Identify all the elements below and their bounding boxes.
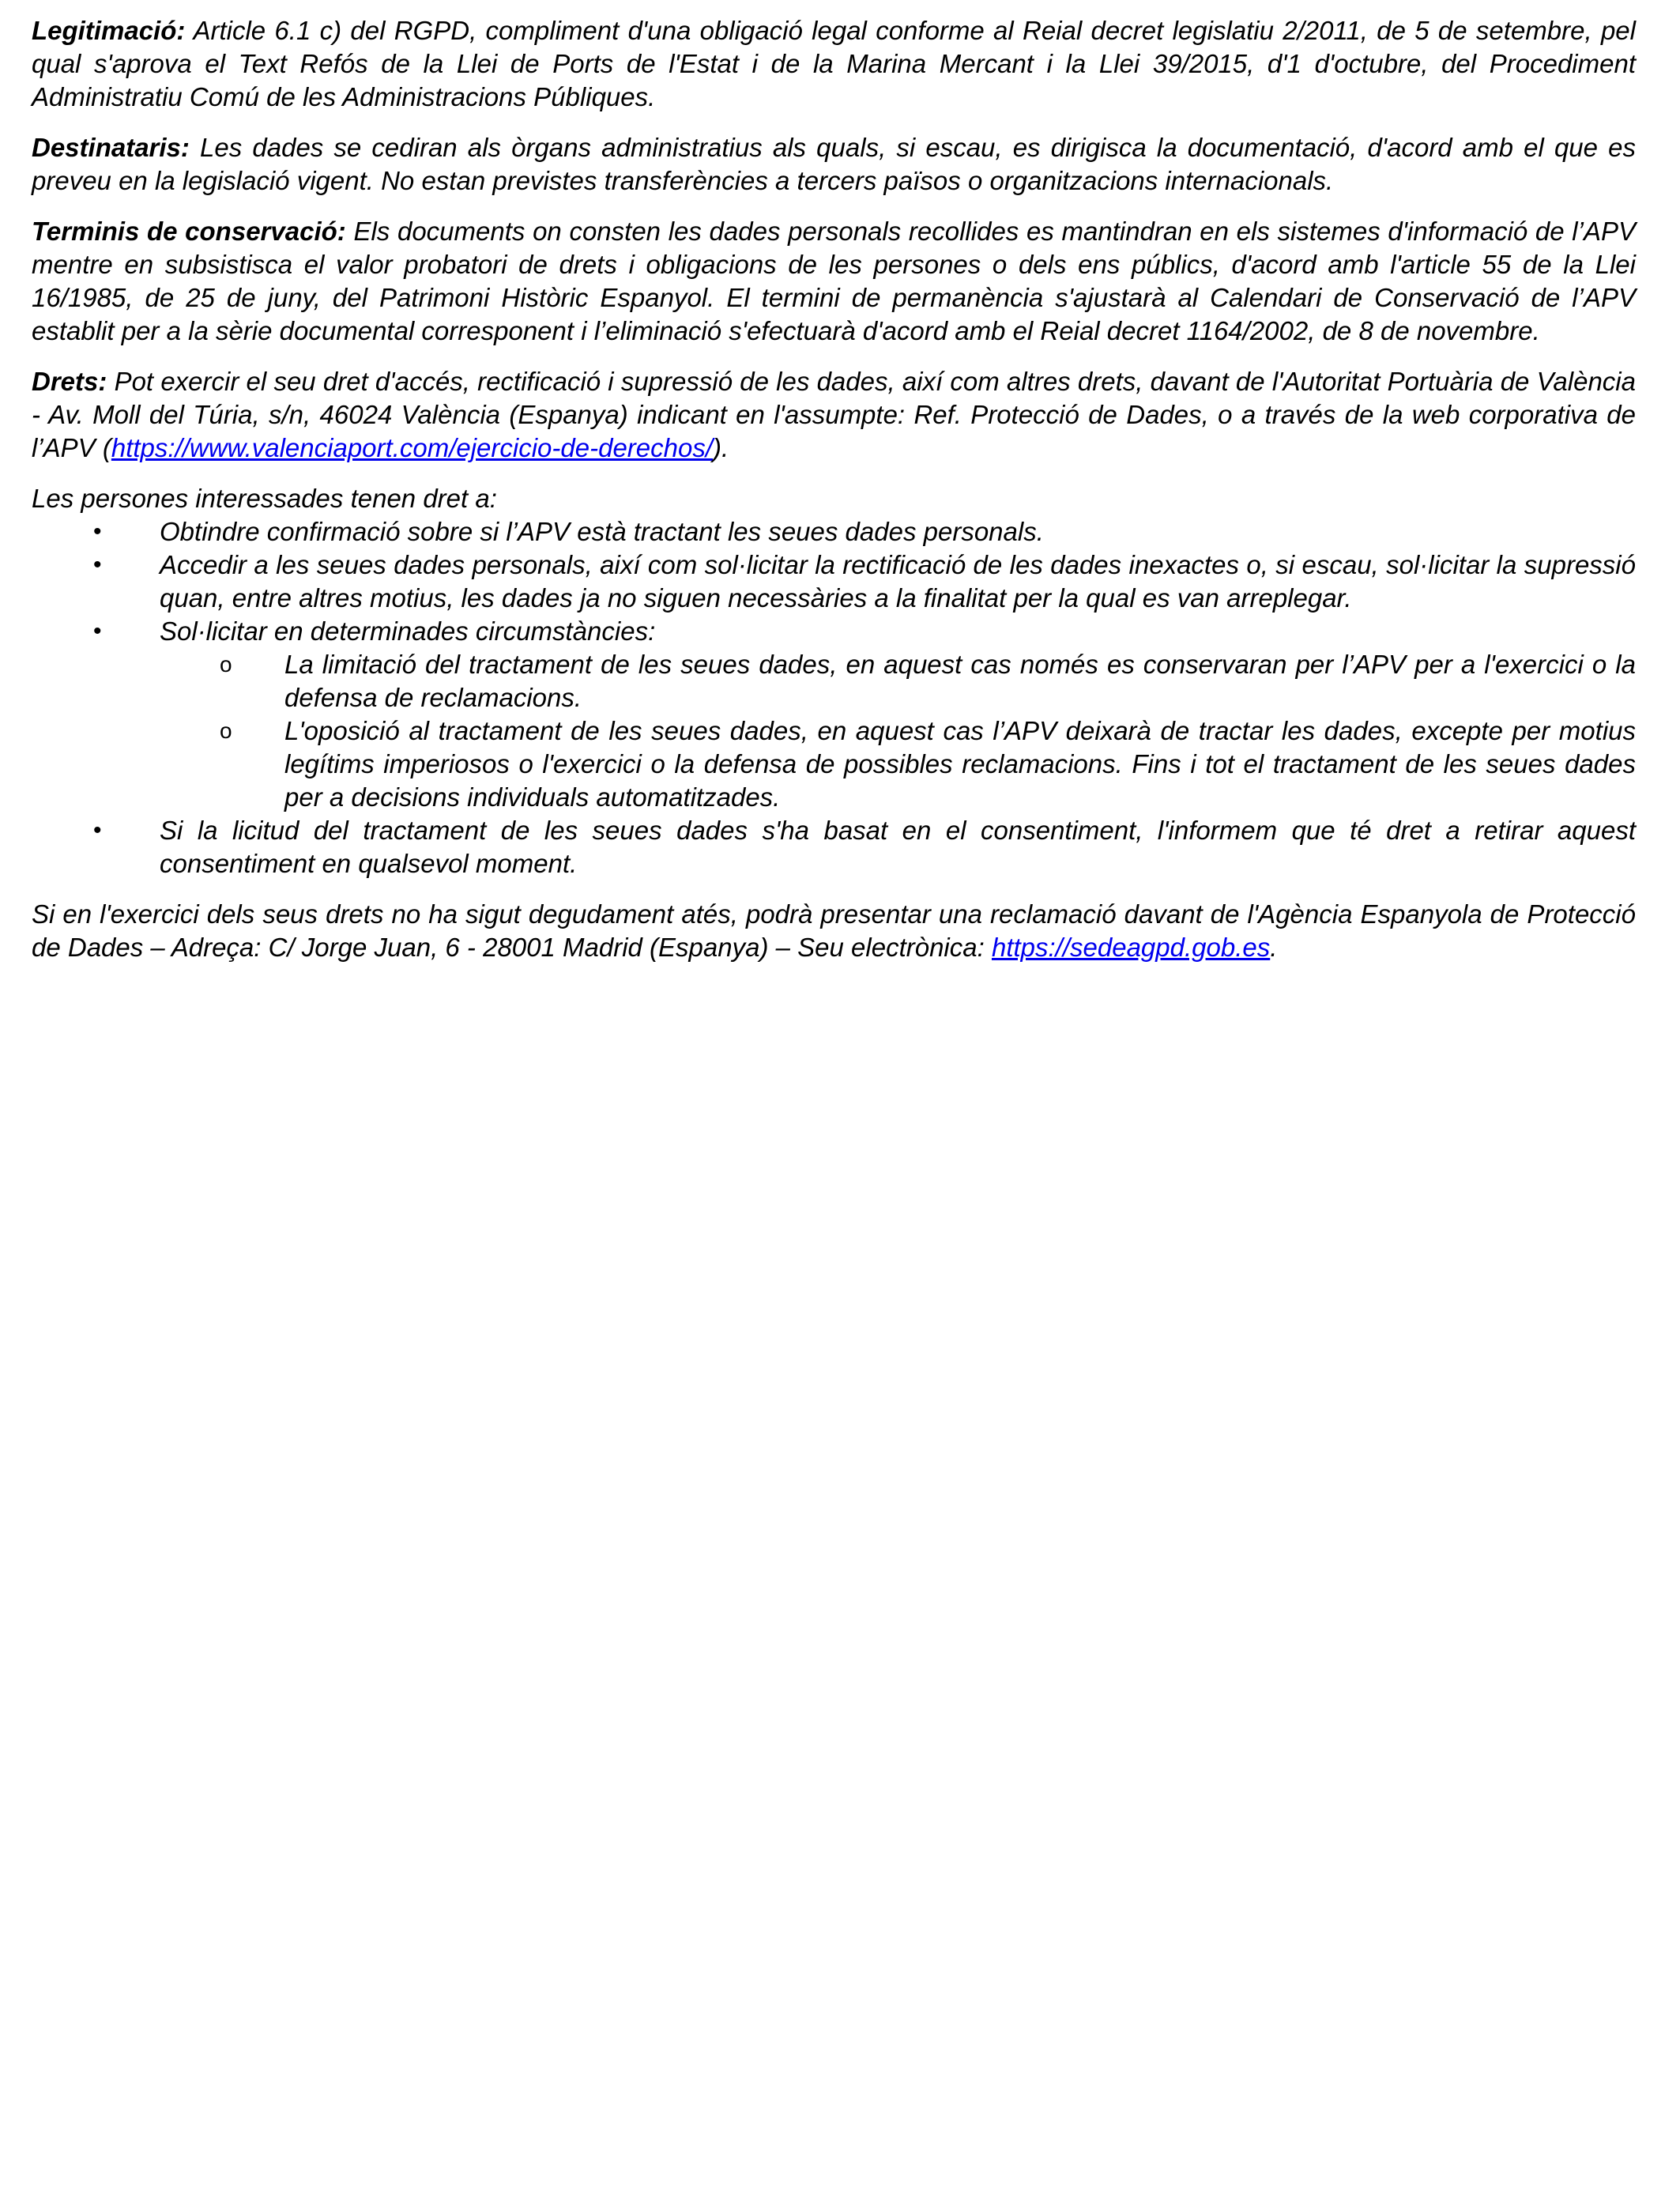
- circle-bullet-icon: o: [220, 718, 232, 743]
- list-item-text: Si la licitud del tractament de les seues dades s'ha basat en el consentiment, l'informem que té dret a retirar aquest consentiment en qualsevol moment.: [160, 816, 1636, 878]
- list-item: [32, 548, 1636, 615]
- bullet-icon: •: [93, 817, 102, 843]
- terminis-paragraph: [32, 215, 1636, 348]
- list-item-text: Sol·licitar en determinades circumstàncies:: [160, 616, 656, 646]
- bullet-icon: •: [93, 618, 102, 644]
- sub-list-item-text: La limitació del tractament de les seues dades, en aquest cas només es conservaran per l’APV per a l'exercici o la defensa de reclamacions.: [284, 650, 1636, 712]
- list-item: [32, 515, 1636, 548]
- rights-list-intro: Les persones interessades tenen dret a:: [32, 484, 497, 513]
- drets-after: ).: [713, 433, 729, 462]
- bullet-icon: •: [93, 552, 102, 578]
- reclamacio-paragraph: [32, 898, 1636, 964]
- rights-list: [32, 515, 1636, 880]
- list-item: [32, 615, 1636, 814]
- reclamacio-text: Si en l'exercici dels seus drets no ha sigut degudament atés, podrà presentar una reclamació davant de l'Agència Espanyola de Protecció de Dades – Adreça: C/ Jorge Juan, 6 - 28001 Madrid (Espanya) – Seu electrònica:: [32, 899, 1636, 962]
- destinataris-text: Les dades se cediran als òrgans administratius als quals, si escau, es dirigisca la documentació, d'acord amb el que es preveu en la legislació vigent. No estan previstes transferències a tercers països o organitzacions internacionals.: [32, 133, 1636, 195]
- legitimacio-paragraph: [32, 14, 1636, 114]
- circle-bullet-icon: o: [220, 652, 232, 677]
- list-item: [32, 814, 1636, 880]
- drets-label: Drets:: [32, 367, 107, 396]
- rights-list-section: [32, 482, 1636, 880]
- sub-list-item-text: L'oposició al tractament de les seues dades, en aquest cas l’APV deixarà de tractar les dades, excepte per motius legítims imperiosos o l'exercici o la defensa de possibles reclamacions. Fins i tot el tractament de les seues dades per a decisions individuals automatitzades.: [284, 716, 1636, 812]
- terminis-text: Els documents on consten les dades personals recollides es mantindran en els sistemes d'informació de l’APV mentre en subsistisca el valor probatori de drets i obligacions de les persones o dels ens públics, d'acord amb l'article 55 de la Llei 16/1985, de 25 de juny, del Patrimoni Històric Espanyol. El termini de permanència s'ajustarà al Calendari de Conservació de l’APV establit per a la sèrie documental corresponent i l’eliminació s'efectuarà d'acord amb el Reial decret 1164/2002, de 8 de novembre.: [32, 217, 1637, 345]
- sub-list-item: [156, 648, 1636, 714]
- destinataris-paragraph: [32, 131, 1636, 198]
- legitimacio-label: Legitimació:: [32, 16, 186, 45]
- sedeagpd-link[interactable]: https://sedeagpd.gob.es: [991, 933, 1271, 962]
- valenciaport-link[interactable]: https://www.valenciaport.com/ejercicio-de-derechos/: [111, 433, 714, 462]
- list-item-text: Accedir a les seues dades personals, així com sol·licitar la rectificació de les dades inexactes o, si escau, sol·licitar la supressió quan, entre altres motius, les dades ja no siguen necessàries a la finalitat per la qual es van arreplegar.: [160, 550, 1636, 613]
- reclamacio-after: .: [1270, 933, 1278, 962]
- list-item-text: Obtindre confirmació sobre si l’APV està tractant les seues dades personals.: [160, 517, 1044, 546]
- drets-paragraph: [32, 365, 1636, 465]
- sub-list-item: [156, 714, 1636, 814]
- document-page: [32, 14, 1636, 982]
- destinataris-label: Destinataris:: [32, 133, 190, 162]
- terminis-label: Terminis de conservació:: [32, 217, 346, 246]
- drets-text: Pot exercir el seu dret d'accés, rectificació i supressió de les dades, així com altres drets, davant de l'Autoritat Portuària de València - Av. Moll del Túria, s/n, 46024 València (Espanya) indicant en l'assumpte: Ref. Protecció de Dades, o a través de la web corporativa de l’APV (: [32, 367, 1636, 462]
- sub-list: [160, 648, 1636, 814]
- legitimacio-text: Article 6.1 c) del RGPD, compliment d'una obligació legal conforme al Reial decret legislatiu 2/2011, de 5 de setembre, pel qual s'aprova el Text Refós de la Llei de Ports de l'Estat i de la Marina Mercant i la Llei 39/2015, d'1 d'octubre, del Procediment Administratiu Comú de les Administracions Públiques.: [32, 16, 1636, 111]
- bullet-icon: •: [93, 518, 102, 545]
